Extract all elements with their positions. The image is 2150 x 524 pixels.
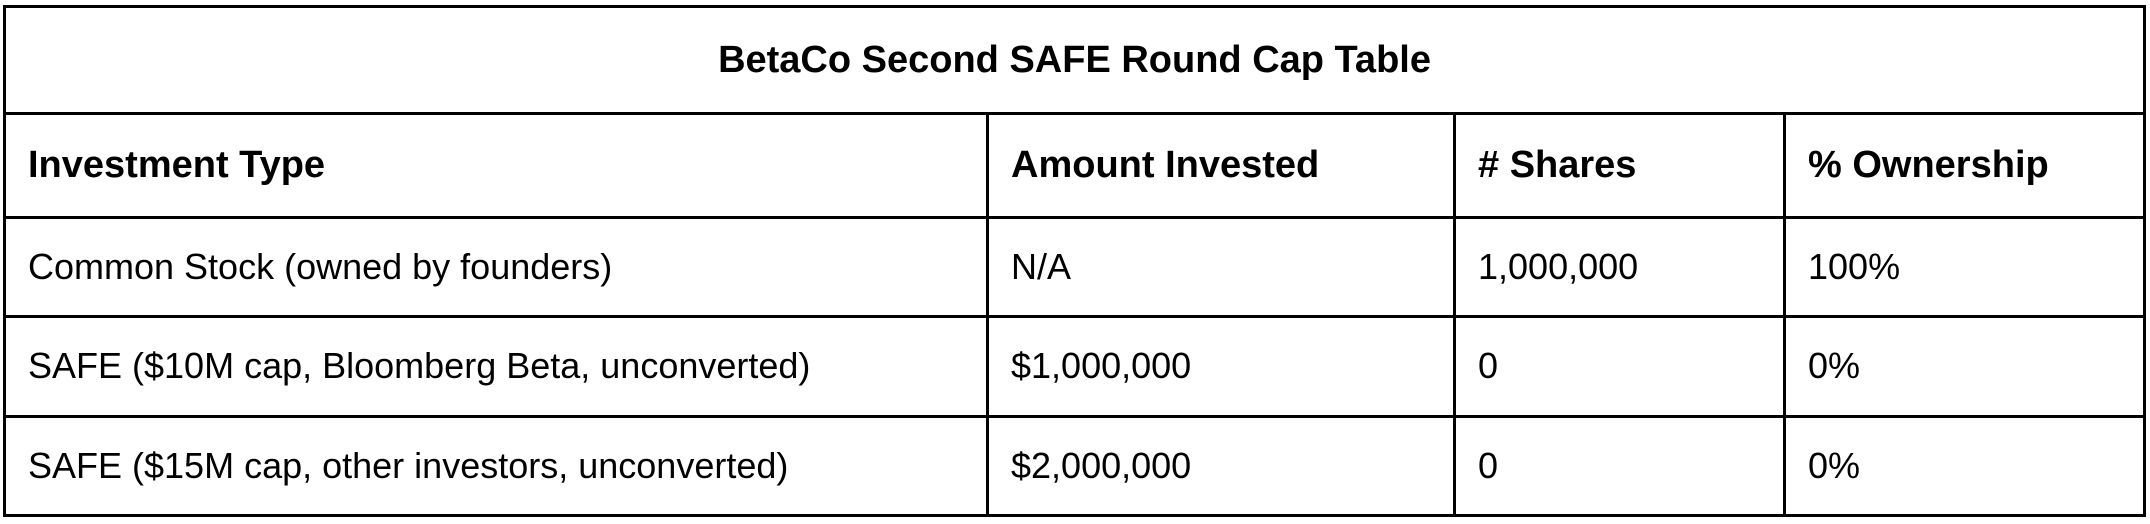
cell-ownership: 0% bbox=[1785, 317, 2145, 416]
column-header-ownership: % Ownership bbox=[1785, 114, 2145, 217]
cell-shares: 0 bbox=[1455, 317, 1785, 416]
table-title: BetaCo Second SAFE Round Cap Table bbox=[5, 7, 2145, 114]
cell-investment-type: SAFE ($10M cap, Bloomberg Beta, unconverted) bbox=[5, 317, 988, 416]
table-row bbox=[5, 416, 2145, 515]
cell-ownership: 0% bbox=[1785, 416, 2145, 515]
cell-amount-invested: N/A bbox=[988, 217, 1455, 316]
cell-amount-invested: $2,000,000 bbox=[988, 416, 1455, 515]
cell-amount-invested: $1,000,000 bbox=[988, 317, 1455, 416]
cap-table bbox=[3, 5, 2146, 517]
cell-investment-type: Common Stock (owned by founders) bbox=[5, 217, 988, 316]
title-row bbox=[5, 7, 2145, 114]
column-header-investment-type: Investment Type bbox=[5, 114, 988, 217]
column-header-amount-invested: Amount Invested bbox=[988, 114, 1455, 217]
cell-ownership: 100% bbox=[1785, 217, 2145, 316]
cell-shares: 0 bbox=[1455, 416, 1785, 515]
header-row bbox=[5, 114, 2145, 217]
table-row bbox=[5, 217, 2145, 316]
column-header-shares: # Shares bbox=[1455, 114, 1785, 217]
table-row bbox=[5, 317, 2145, 416]
cell-investment-type: SAFE ($15M cap, other investors, unconverted) bbox=[5, 416, 988, 515]
cell-shares: 1,000,000 bbox=[1455, 217, 1785, 316]
